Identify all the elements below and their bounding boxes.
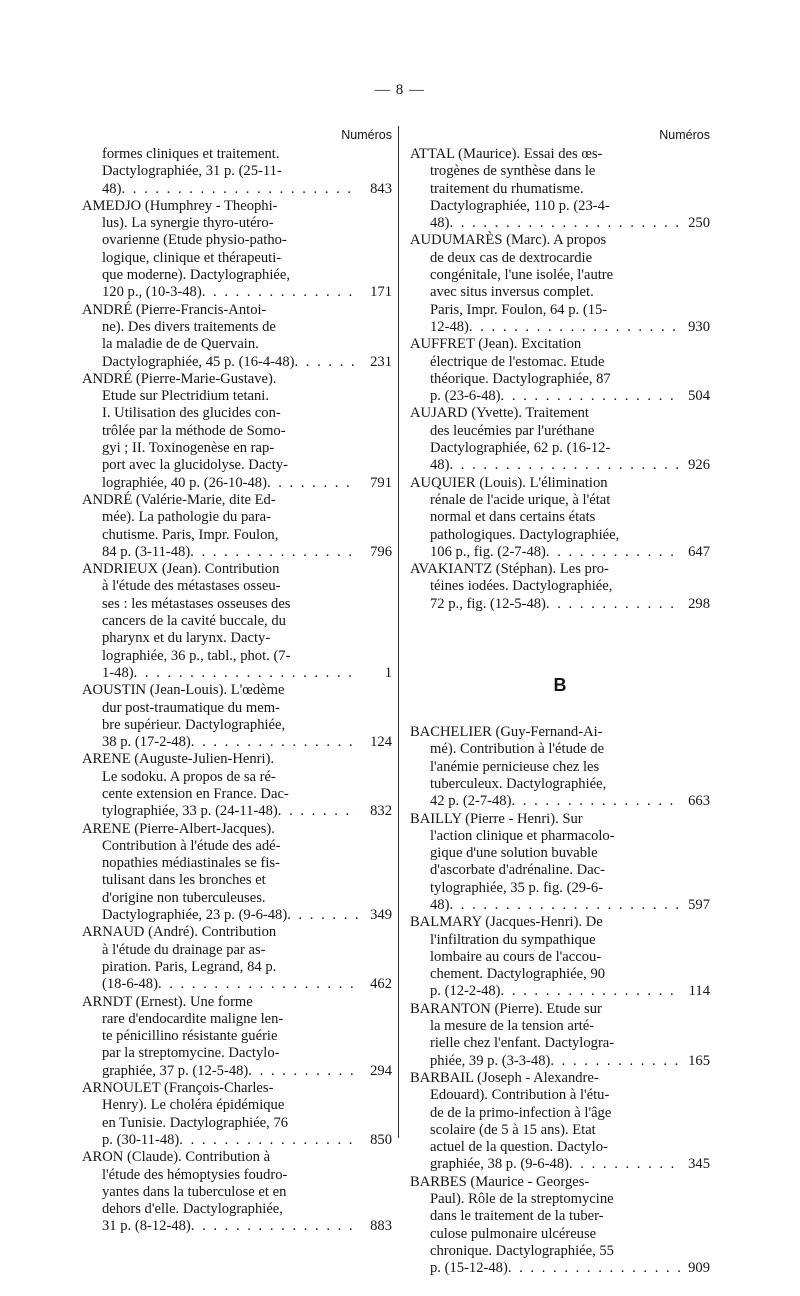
entry-line: dans le traitement de la tuber- [430, 1208, 604, 1225]
entry-number: 345 [688, 1156, 710, 1173]
entry-line: chronique. Dactylographiée, 55 [430, 1242, 614, 1259]
entry-line: AUJARD (Yvette). Traitement [410, 405, 589, 422]
numeros-header-left: Numéros [341, 128, 392, 142]
entry-last-line [82, 907, 358, 924]
leader-dots [449, 897, 680, 914]
entry-line: bre supérieur. Dactylographiée, [102, 716, 286, 733]
index-entry [82, 1149, 392, 1235]
index-entry [410, 146, 710, 232]
entry-line: l'action clinique et pharmacolo- [430, 827, 615, 844]
entry-line: cente extension en France. Dac- [102, 785, 289, 802]
entry-last-text: (18-6-48) [102, 976, 158, 993]
entry-last-line [410, 1053, 680, 1070]
entry-line: Dactylographiée, 31 p. (25-11- [102, 163, 282, 180]
entry-line: Paul). Rôle de la streptomycine [430, 1191, 614, 1208]
entry-line: Paris, Impr. Foulon, 64 p. (15- [430, 301, 608, 318]
entry-line: normal et dans certains états [430, 509, 596, 526]
entry-number: 165 [688, 1052, 710, 1069]
entry-line: nopathies médiastinales se fis- [102, 855, 280, 872]
entry-line: BAILLY (Pierre - Henri). Sur [410, 810, 583, 827]
b-entry-list [410, 724, 710, 1278]
entry-line: ANDRÉ (Valérie-Marie, dite Ed- [82, 491, 276, 508]
entry-line: de de la primo-infection à l'âge [430, 1104, 612, 1121]
entry-line: avec situs inversus complet. [430, 284, 594, 301]
entry-line: Dactylographiée, 62 p. (16-12- [430, 440, 611, 457]
entry-line: la mesure de la tension arté- [430, 1018, 595, 1035]
right-column [410, 128, 710, 1278]
leader-dots [191, 734, 358, 751]
entry-line: trôlée par la méthode de Somo- [102, 422, 286, 439]
entry-last-line [82, 1132, 358, 1149]
entry-line: pathologiques. Dactylographiée, [430, 526, 620, 543]
entry-line: l'anémie pernicieuse chez les [430, 758, 600, 775]
entry-line: rielle chez l'enfant. Dactylogra- [430, 1035, 615, 1052]
entry-number: 597 [688, 896, 710, 913]
entry-number: 231 [370, 353, 392, 370]
entry-number: 796 [370, 543, 392, 560]
entry-last-line [82, 475, 358, 492]
entry-last-line [410, 215, 680, 232]
entry-line: ARNOULET (François-Charles- [82, 1080, 274, 1097]
leader-dots [449, 215, 680, 232]
entry-last-text: 84 p. (3-11-48) [102, 543, 191, 560]
entry-line: dehors d'elle. Dactylographiée, [102, 1201, 283, 1218]
entry-last-line [410, 1260, 680, 1277]
entry-last-text: 120 p., (10-3-48) [102, 284, 202, 301]
index-entry [82, 1080, 392, 1149]
entry-last-line [410, 983, 680, 1000]
entry-last-line [410, 388, 680, 405]
entry-last-text: 42 p. (2-7-48) [430, 793, 512, 810]
index-entry [410, 1070, 710, 1174]
index-entry [82, 491, 392, 561]
entry-line: ovarienne (Etude physio-patho- [102, 232, 287, 249]
entry-number: 850 [370, 1131, 392, 1148]
index-entry [82, 924, 392, 993]
leader-dots [179, 1132, 358, 1149]
entry-last-text: 31 p. (8-12-48) [102, 1218, 191, 1235]
entry-last-line [82, 354, 358, 371]
entry-line: culose pulmonaire ulcéreuse [430, 1225, 597, 1242]
entry-line: d'origine non tuberculeuses. [102, 889, 266, 906]
entry-number: 114 [688, 983, 710, 1000]
entry-last-line [82, 734, 358, 751]
entry-last-text: p. (30-11-48) [102, 1131, 180, 1148]
entry-number: 504 [688, 388, 710, 405]
entry-last-text: graphiée, 38 p. (9-6-48) [430, 1156, 569, 1173]
entry-number: 647 [688, 543, 710, 560]
index-entry [410, 914, 710, 1000]
entry-last-line [82, 665, 358, 682]
entry-last-line [82, 544, 358, 561]
index-entry [82, 820, 392, 925]
leader-dots [202, 284, 358, 301]
entry-line: ANDRÉ (Pierre-Francis-Antoi- [82, 301, 267, 318]
index-entry [82, 751, 392, 820]
entry-number: 926 [688, 457, 710, 474]
entry-line: la maladie de de Quervain. [102, 336, 259, 353]
leader-dots [134, 665, 358, 682]
entry-last-line [410, 596, 680, 613]
entry-number: 663 [688, 793, 710, 810]
entry-line: formes cliniques et traitement. [102, 146, 280, 162]
leader-dots [121, 181, 358, 198]
entry-number: 462 [370, 976, 392, 993]
leader-dots [546, 596, 680, 613]
entry-line: ANDRÉ (Pierre-Marie-Gustave). [82, 370, 277, 387]
entry-line: piration. Paris, Legrand, 84 p. [102, 958, 277, 975]
section-letter-b: B [553, 675, 567, 696]
column-divider [398, 126, 399, 1138]
left-entry-list [82, 146, 392, 1236]
entry-line: chutisme. Paris, Impr. Foulon, [102, 526, 279, 543]
right-entry-list [410, 146, 710, 613]
entry-last-text: p. (12-2-48) [430, 983, 501, 1000]
entry-line: rénale de l'acide urique, à l'état [430, 491, 611, 508]
entry-last-text: 1-48) [102, 664, 134, 681]
index-entry [82, 561, 392, 682]
entry-line: tulisant dans les bronches et [102, 872, 266, 889]
entry-line: BARANTON (Pierre). Etude sur [410, 1000, 602, 1017]
entry-line: de deux cas de dextrocardie [430, 249, 593, 266]
entry-line: ARENE (Auguste-Julien-Henri). [82, 751, 275, 768]
entry-line: trogènes de synthèse dans le [430, 163, 596, 180]
entry-number: 930 [688, 318, 710, 335]
entry-last-text: lographiée, 40 p. (26-10-48) [102, 474, 267, 491]
index-entry [410, 561, 710, 613]
index-entry [410, 811, 710, 915]
numeros-header-right: Numéros [659, 128, 710, 142]
leader-dots [295, 354, 359, 371]
entry-line: congénitale, l'une isolée, l'autre [430, 267, 614, 284]
entry-number: 298 [688, 595, 710, 612]
page-number: — 8 — [375, 82, 425, 98]
index-entry [82, 146, 392, 198]
entry-line: des leucémies par l'uréthane [430, 422, 595, 439]
entry-line: Henry). Le choléra épidémique [102, 1097, 285, 1114]
left-column [82, 128, 392, 1236]
index-entry [82, 682, 392, 751]
leader-dots [287, 907, 358, 924]
entry-line: logique, clinique et thérapeuti- [102, 249, 282, 266]
entry-number: 171 [370, 284, 392, 301]
entry-last-text: 38 p. (17-2-48) [102, 734, 191, 751]
index-entry [82, 993, 392, 1080]
leader-dots [248, 1063, 358, 1080]
entry-last-line [410, 544, 680, 561]
entry-last-text: tylographiée, 33 p. (24-11-48) [102, 803, 278, 820]
entry-number: 791 [370, 474, 392, 491]
entry-line: ARENE (Pierre-Albert-Jacques). [82, 820, 275, 837]
leader-dots [449, 457, 680, 474]
entry-line: port avec la glucidolyse. Dacty- [102, 457, 288, 474]
index-entry [410, 475, 710, 561]
entry-line: l'étude des hémoptysies foudro- [102, 1166, 288, 1183]
entry-line: ARNDT (Ernest). Une forme [82, 993, 253, 1010]
entry-last-text: 48) [430, 215, 450, 232]
entry-number: 883 [370, 1218, 392, 1235]
entry-line: lographiée, 36 p., tabl., phot. (7- [102, 647, 291, 664]
entry-line: dur post-traumatique du mem- [102, 699, 280, 716]
entry-line: lombaire au cours de l'accou- [430, 948, 602, 965]
entry-last-line [410, 793, 680, 810]
entry-last-line [410, 319, 680, 336]
entry-line: ATTAL (Maurice). Essai des œs- [410, 146, 603, 162]
entry-last-line [410, 1156, 680, 1173]
entry-line: Edouard). Contribution à l'étu- [430, 1087, 610, 1104]
entry-last-line [82, 284, 358, 301]
entry-line: AUDUMARÈS (Marc). A propos [410, 232, 607, 249]
leader-dots [511, 793, 680, 810]
entry-last-line [82, 1063, 358, 1080]
entry-last-text: graphiée, 37 p. (12-5-48) [102, 1062, 249, 1079]
entry-line: yantes dans la tuberculose et en [102, 1183, 287, 1200]
entry-line: AVAKIANTZ (Stéphan). Les pro- [410, 561, 609, 578]
entry-number: 843 [370, 180, 392, 197]
entry-number: 250 [688, 215, 710, 232]
entry-line: cancers de la cavité buccale, du [102, 613, 286, 630]
entry-line: ARON (Claude). Contribution à [82, 1149, 271, 1166]
entry-line: gique d'une solution buvable [430, 845, 598, 862]
entry-line: tylographiée, 35 p. fig. (29-6- [430, 879, 604, 896]
entry-last-text: 12-48) [430, 318, 469, 335]
entry-last-text: 48) [430, 896, 450, 913]
leader-dots [469, 319, 680, 336]
leader-dots [278, 803, 358, 820]
entry-line: te pénicillino résistante guérie [102, 1028, 278, 1045]
entry-number: 832 [370, 803, 392, 820]
entry-last-text: Dactylographiée, 45 p. (16-4-48) [102, 353, 295, 370]
entry-line: en Tunisie. Dactylographiée, 76 [102, 1114, 289, 1131]
entry-number: 294 [370, 1062, 392, 1079]
entry-line: lus). La synergie thyro-utéro- [102, 215, 274, 232]
entry-line: ne). Des divers traitements de [102, 318, 276, 335]
entry-line: scolaire (de 5 à 15 ans). Etat [430, 1121, 596, 1138]
entry-last-line [82, 976, 358, 993]
entry-number: 909 [688, 1260, 710, 1277]
entry-number: 349 [370, 907, 392, 924]
leader-dots [546, 544, 680, 561]
entry-line: I. Utilisation des glucides con- [102, 405, 281, 422]
leader-dots [569, 1156, 680, 1173]
entry-number: 124 [370, 734, 392, 751]
leader-dots [267, 475, 358, 492]
entry-last-text: 48) [430, 457, 450, 474]
entry-line: électrique de l'estomac. Etude [430, 353, 605, 370]
entry-line: téines iodées. Dactylographiée, [430, 578, 613, 595]
index-entry [410, 405, 710, 474]
entry-line: traitement du rhumatisme. [430, 180, 584, 197]
leader-dots [191, 1218, 358, 1235]
entry-line: ANDRIEUX (Jean). Contribution [82, 561, 280, 578]
entry-line: AUQUIER (Louis). L'élimination [410, 474, 608, 491]
entry-last-line [82, 803, 358, 820]
leader-dots [190, 544, 358, 561]
entry-line: Dactylographiée, 110 p. (23-4- [430, 197, 610, 214]
entry-line: chement. Dactylographiée, 90 [430, 966, 606, 983]
entry-last-text: p. (23-6-48) [430, 388, 501, 405]
entry-line: BACHELIER (Guy-Fernand-Ai- [410, 724, 603, 741]
entry-line: pharynx et du larynx. Dacty- [102, 630, 271, 647]
entry-number: 1 [384, 664, 392, 681]
entry-last-text: 48) [102, 180, 122, 197]
entry-line: à l'étude du drainage par as- [102, 941, 266, 958]
entry-line: AUFFRET (Jean). Excitation [410, 336, 582, 353]
entry-line: théorique. Dactylographiée, 87 [430, 370, 611, 387]
entry-last-text: Dactylographiée, 23 p. (9-6-48) [102, 907, 288, 924]
entry-line: que moderne). Dactylographiée, [102, 267, 291, 284]
index-entry [82, 370, 392, 492]
entry-last-line [410, 457, 680, 474]
entry-last-text: 72 p., fig. (12-5-48) [430, 595, 546, 612]
entry-last-text: phiée, 39 p. (3-3-48) [430, 1052, 551, 1069]
index-entry [410, 1001, 710, 1070]
index-entry [410, 336, 710, 405]
index-entry [82, 301, 392, 371]
leader-dots [501, 983, 680, 1000]
entry-line: rare d'endocardite maligne len- [102, 1010, 284, 1027]
entry-last-line [82, 181, 358, 198]
entry-line: l'infiltration du sympathique [430, 931, 596, 948]
entry-line: mé). Contribution à l'étude de [430, 741, 605, 758]
entry-line: AOUSTIN (Jean-Louis). L'œdème [82, 682, 285, 699]
entry-line: ses : les métastases osseuses des [102, 595, 291, 612]
entry-line: BALMARY (Jacques-Henri). De [410, 914, 603, 931]
entry-line: d'ascorbate d'adrénaline. Dac- [430, 862, 606, 879]
entry-last-line [82, 1218, 358, 1235]
leader-dots [550, 1053, 680, 1070]
index-entry [82, 197, 392, 302]
entry-line: Contribution à l'étude des adé- [102, 837, 281, 854]
entry-line: gyi ; II. Toxinogenèse en rap- [102, 440, 275, 457]
entry-line: Le sodoku. A propos de sa ré- [102, 768, 276, 785]
entry-line: mée). La pathologie du para- [102, 509, 271, 526]
leader-dots [501, 388, 680, 405]
leader-dots [508, 1260, 680, 1277]
index-entry [410, 232, 710, 336]
entry-line: par la streptomycine. Dactylo- [102, 1045, 280, 1062]
entry-line: ARNAUD (André). Contribution [82, 924, 277, 941]
leader-dots [158, 976, 358, 993]
index-entry [410, 724, 710, 810]
entry-line: AMEDJO (Humphrey - Theophi- [82, 197, 278, 214]
entry-line: tuberculeux. Dactylographiée, [430, 775, 607, 792]
index-entry [410, 1174, 710, 1278]
entry-line: BARBAIL (Joseph - Alexandre- [410, 1069, 599, 1086]
entry-last-text: 106 p., fig. (2-7-48) [430, 543, 546, 560]
entry-line: actuel de la question. Dactylo- [430, 1139, 608, 1156]
entry-line: Etude sur Plectridium tetani. [102, 388, 269, 405]
entry-last-text: p. (15-12-48) [430, 1260, 508, 1277]
entry-line: BARBES (Maurice - Georges- [410, 1173, 590, 1190]
entry-last-line [410, 897, 680, 914]
entry-line: à l'étude des métastases osseu- [102, 578, 281, 595]
